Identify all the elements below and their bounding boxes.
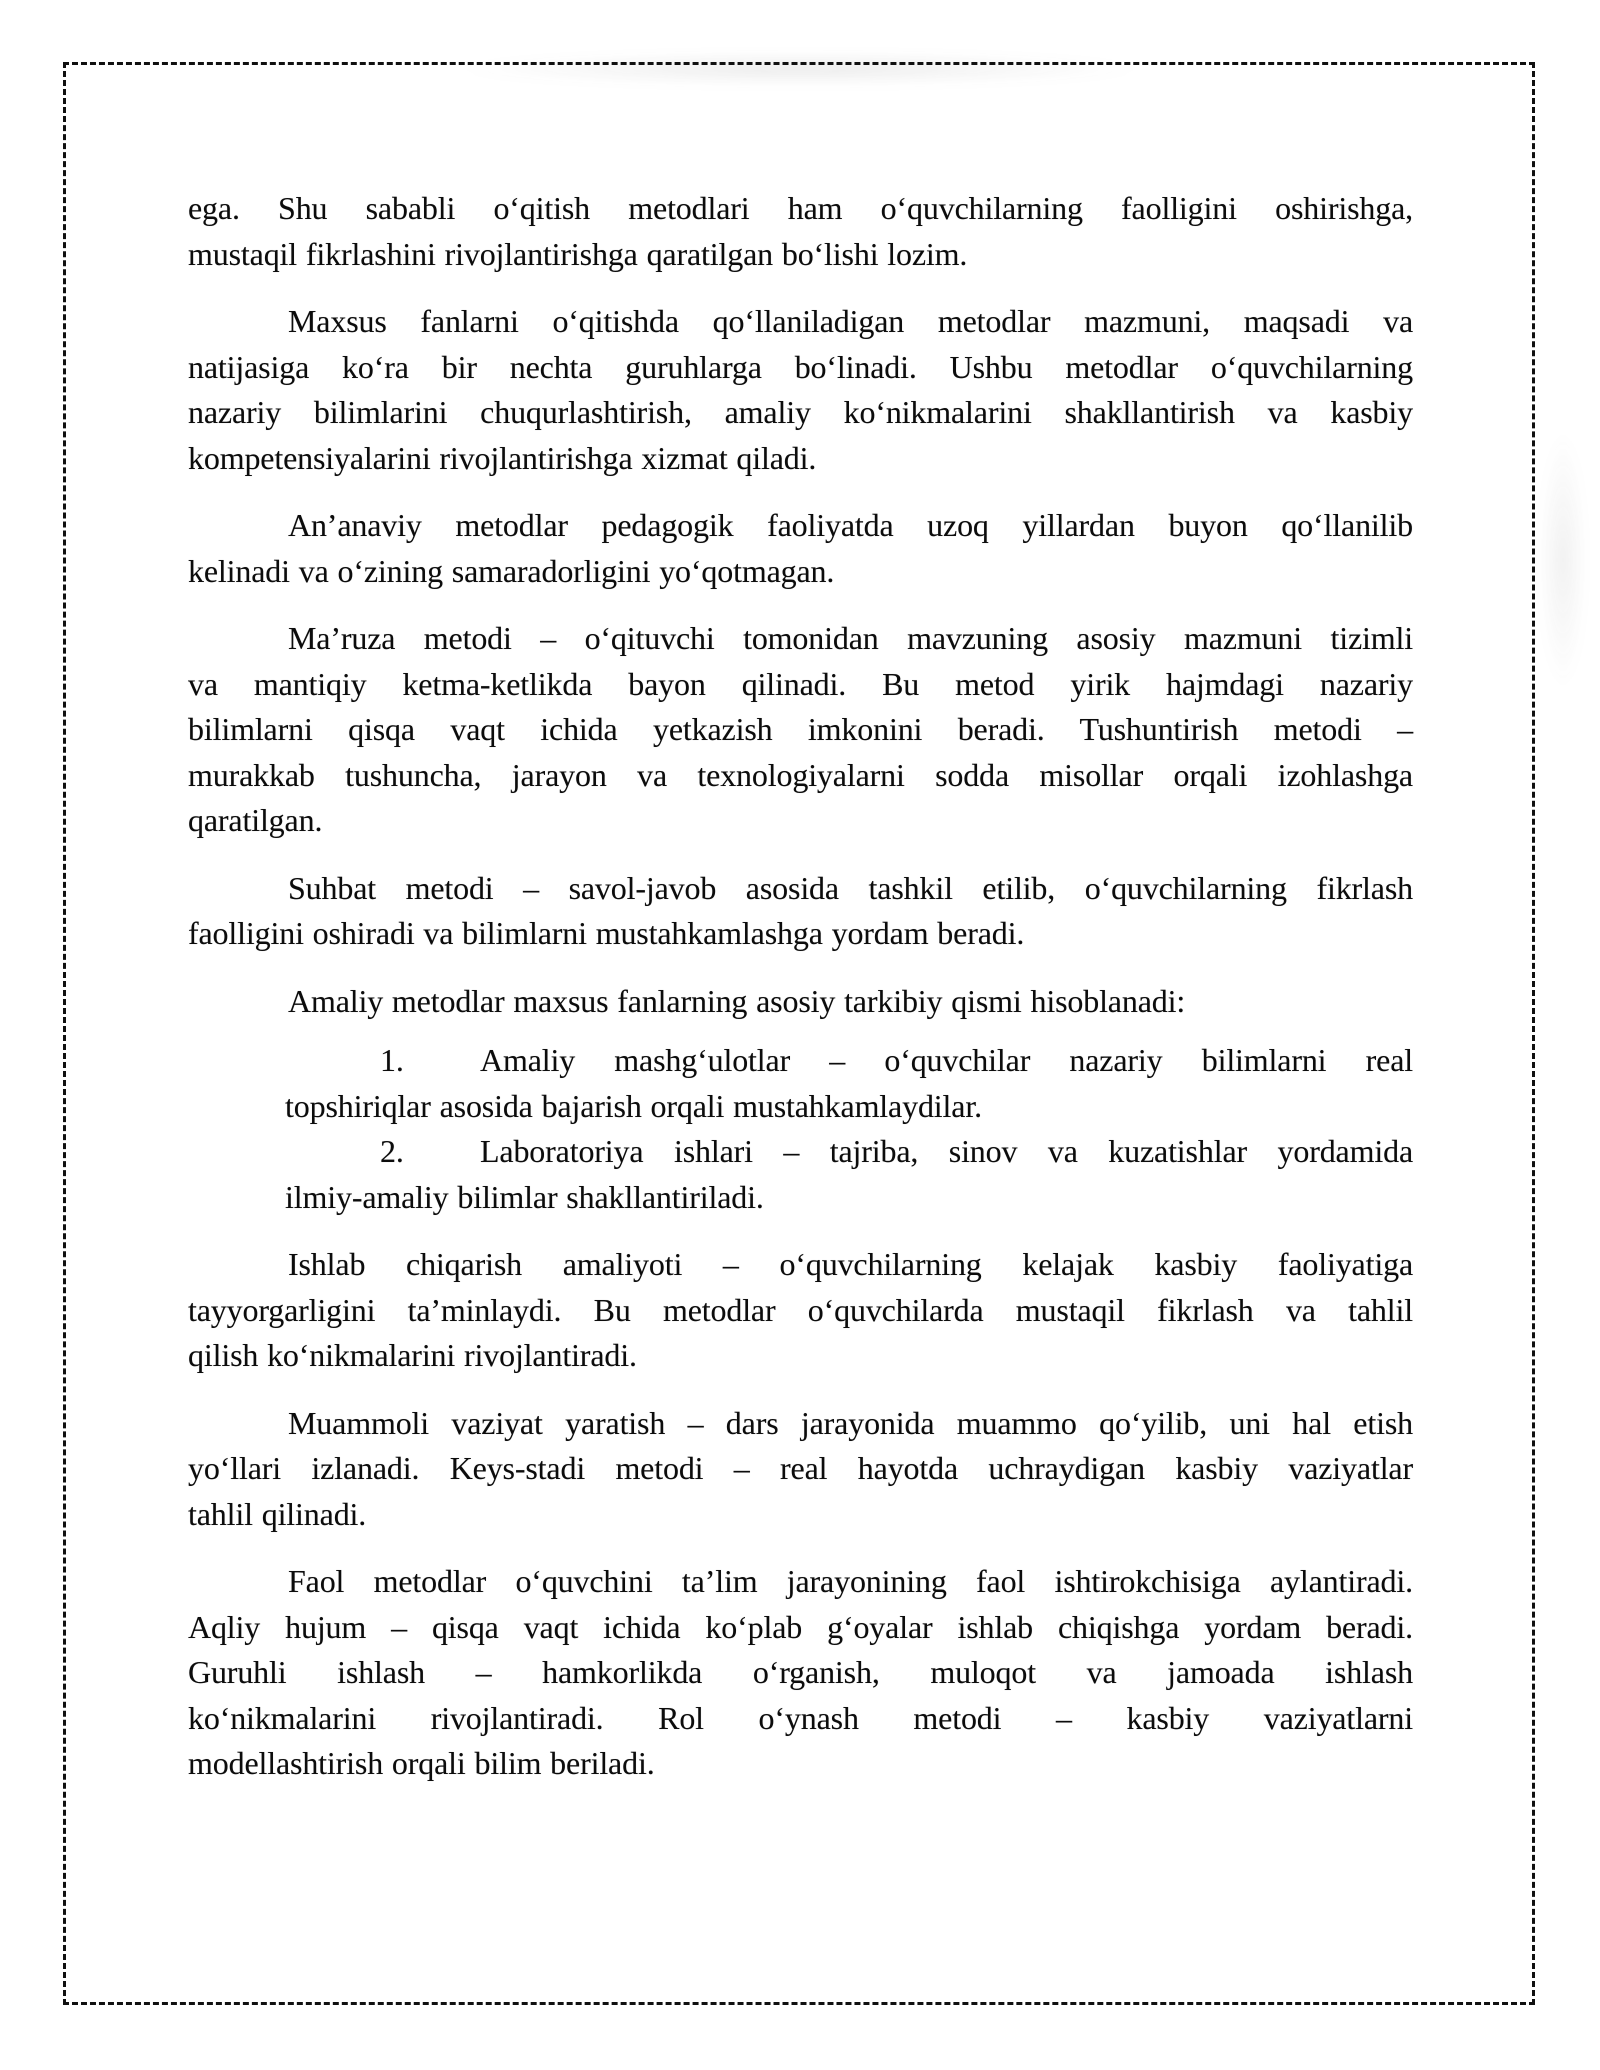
- paragraph: [188, 503, 1413, 594]
- text-line: kompetensiyalarini rivojlantirishga xizmat qiladi.: [188, 439, 817, 476]
- text-line: An’anaviy metodlar pedagogik faoliyatda uzoq yillardan buyon qoʻllanilib: [288, 507, 1413, 543]
- text-line: ilmiy-amaliy bilimlar shakllantiriladi.: [285, 1178, 764, 1215]
- text-line: natijasiga koʻra bir nechta guruhlarga boʻlinadi. Ushbu metodlar oʻquvchilarning: [188, 348, 1413, 385]
- text-line: qilish koʻnikmalarini rivojlantiradi.: [188, 1337, 637, 1373]
- list-number: 1.: [380, 1042, 404, 1078]
- text-line: ega. Shu sababli oʻqitish metodlari ham oʻquvchilarning faolligini oshirishga,: [188, 190, 1413, 226]
- text-line: Ma’ruza metodi – oʻqituvchi tomonidan mavzuning asosiy mazmuni tizimli: [288, 620, 1413, 656]
- text-line: Faol metodlar oʻquvchini ta’lim jarayonining faol ishtirokchisiga aylantiradi.: [288, 1563, 1413, 1599]
- text-line: [285, 1038, 1413, 1084]
- paragraph: [188, 616, 1413, 844]
- text-line: [285, 1129, 1413, 1175]
- text-line: qaratilgan.: [188, 802, 323, 838]
- text-line: topshiriqlar asosida bajarish orqali mustahkamlaydilar.: [285, 1087, 982, 1124]
- paragraph: [188, 299, 1413, 481]
- text-line-content: Amaliy mashgʻulotlar – oʻquvchilar nazariy bilimlarni real: [480, 1042, 1413, 1078]
- list-item: [285, 1129, 1413, 1220]
- text-line: mustaqil fikrlashini rivojlantirishga qaratilgan boʻlishi lozim.: [188, 235, 968, 272]
- text-line: bilimlarni qisqa vaqt ichida yetkazish imkonini beradi. Tushuntirish metodi –: [188, 711, 1413, 747]
- text-line: modellashtirish orqali bilim beriladi.: [188, 1745, 655, 1781]
- paragraph: [188, 1242, 1413, 1379]
- text-line: Amaliy metodlar maxsus fanlarning asosiy tarkibiy qismi hisoblanadi:: [288, 982, 1186, 1019]
- text-line: tahlil qilinadi.: [188, 1495, 367, 1532]
- text-line: nazariy bilimlarini chuqurlashtirish, amaliy koʻnikmalarini shakllantirish va kasbiy: [188, 394, 1413, 430]
- text-line: Aqliy hujum – qisqa vaqt ichida koʻplab gʻoyalar ishlab chiqishga yordam beradi.: [188, 1608, 1413, 1645]
- text-line-content: Laboratoriya ishlari – tajriba, sinov va kuzatishlar yordamida: [480, 1133, 1413, 1169]
- text-line: Suhbat metodi – savol-javob asosida tashkil etilib, oʻquvchilarning fikrlash: [288, 869, 1413, 906]
- paragraph: [188, 979, 1413, 1025]
- text-line: koʻnikmalarini rivojlantiradi. Rol oʻynash metodi – kasbiy vaziyatlarni: [188, 1699, 1413, 1736]
- text-line: Ishlab chiqarish amaliyoti – oʻquvchilarning kelajak kasbiy faoliyatiga: [288, 1246, 1413, 1282]
- paragraph: [188, 1559, 1413, 1787]
- text-block: [188, 186, 1413, 1787]
- list-number: 2.: [380, 1133, 404, 1169]
- text-line: Maxsus fanlarni oʻqitishda qoʻllaniladigan metodlar mazmuni, maqsadi va: [288, 303, 1413, 339]
- scan-artifact: [1538, 430, 1588, 690]
- paragraph: [188, 186, 1413, 277]
- text-line: Muammoli vaziyat yaratish – dars jarayonida muammo qoʻyilib, uni hal etish: [288, 1404, 1413, 1441]
- list-item: [285, 1038, 1413, 1129]
- text-line: faolligini oshiradi va bilimlarni mustahkamlashga yordam beradi.: [188, 915, 1025, 951]
- text-line: kelinadi va oʻzining samaradorligini yoʻqotmagan.: [188, 552, 835, 589]
- text-line: yoʻllari izlanadi. Keys-stadi metodi – real hayotda uchraydigan kasbiy vaziyatlar: [188, 1450, 1413, 1486]
- text-line: Guruhli ishlash – hamkorlikda oʻrganish, muloqot va jamoada ishlash: [188, 1654, 1413, 1690]
- paragraph: [188, 1401, 1413, 1538]
- paragraph: [188, 866, 1413, 957]
- text-line: tayyorgarligini ta’minlaydi. Bu metodlar oʻquvchilarda mustaqil fikrlash va tahlil: [188, 1291, 1413, 1328]
- text-line: murakkab tushuncha, jarayon va texnologiyalarni sodda misollar orqali izohlashga: [188, 756, 1413, 793]
- text-line: va mantiqiy ketma-ketlikda bayon qilinadi. Bu metod yirik hajmdagi nazariy: [188, 665, 1413, 702]
